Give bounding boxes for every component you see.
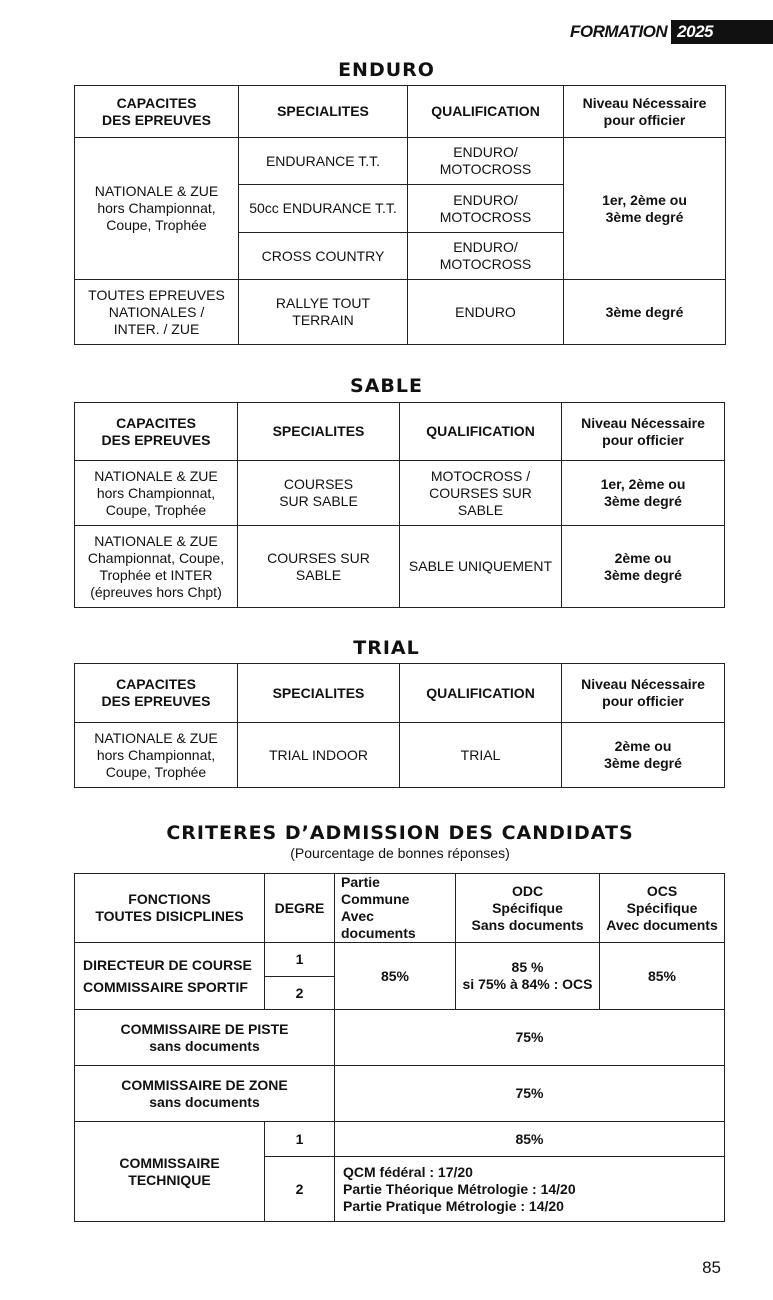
- table-cell-degre: 2: [265, 1157, 335, 1222]
- col-header-specialites: SPECIALITES: [239, 86, 408, 138]
- table-cell-qualification: ENDURO: [408, 280, 564, 345]
- col-header-capacites: CAPACITES DES EPREUVES: [75, 86, 239, 138]
- page-number: 85: [702, 1258, 721, 1277]
- enduro-table: [74, 85, 726, 345]
- sable-title: SABLE: [350, 375, 423, 397]
- table-cell-commune: 85%: [335, 943, 456, 1010]
- criteres-subtitle: (Pourcentage de bonnes réponses): [290, 845, 510, 861]
- table-cell-niveau: 1er, 2ème ou 3ème degré: [562, 461, 725, 526]
- table-cell-capacite: TOUTES EPREUVES NATIONALES / INTER. / ZUE: [75, 280, 239, 345]
- table-cell-niveau: 1er, 2ème ou 3ème degré: [564, 138, 726, 280]
- table-cell-qualification: TRIAL: [400, 723, 562, 788]
- col-header-niveau: Niveau Nécessaire pour officier: [562, 664, 725, 723]
- table-cell-capacite: NATIONALE & ZUE hors Championnat, Coupe, Trophée: [75, 723, 238, 788]
- table-cell-value: 75%: [335, 1066, 725, 1122]
- table-cell-degre: 1: [265, 943, 335, 977]
- table-cell-fonction: COMMISSAIRE DE ZONE sans documents: [75, 1066, 335, 1122]
- col-header-specialites: SPECIALITES: [238, 664, 400, 723]
- col-header-ocs: OCS Spécifique Avec documents: [600, 874, 725, 943]
- col-header-qualification: QUALIFICATION: [408, 86, 564, 138]
- table-cell-value: QCM fédéral : 17/20 Partie Théorique Métrologie : 14/20 Partie Pratique Métrologie : 14/20: [335, 1157, 725, 1222]
- trial-table: [74, 663, 725, 788]
- table-cell-capacite: NATIONALE & ZUE Championnat, Coupe, Trophée et INTER (épreuves hors Chpt): [75, 526, 238, 608]
- col-header-qualification: QUALIFICATION: [400, 664, 562, 723]
- table-cell-specialite: ENDURANCE T.T.: [239, 138, 408, 185]
- table-cell-degre: 1: [265, 1122, 335, 1157]
- table-cell-qualification: ENDURO/ MOTOCROSS: [408, 233, 564, 280]
- col-header-commune: Partie Commune Avec documents: [335, 874, 456, 943]
- table-cell-specialite: COURSES SUR SABLE: [238, 461, 400, 526]
- formation-label: FORMATION: [570, 22, 668, 41]
- table-cell-niveau: 2ème ou 3ème degré: [562, 723, 725, 788]
- sable-table: [74, 402, 725, 608]
- table-cell-value: 85%: [335, 1122, 725, 1157]
- table-cell-qualification: ENDURO/ MOTOCROSS: [408, 138, 564, 185]
- criteres-title: CRITERES D’ADMISSION DES CANDIDATS: [166, 822, 634, 844]
- col-header-niveau: Niveau Nécessaire pour officier: [562, 403, 725, 461]
- col-header-specialites: SPECIALITES: [238, 403, 400, 461]
- criteres-table: [74, 873, 725, 1222]
- col-header-degre: DEGRE: [265, 874, 335, 943]
- table-cell-niveau: 3ème degré: [564, 280, 726, 345]
- table-cell-odc: 85 % si 75% à 84% : OCS: [456, 943, 600, 1010]
- table-cell-value: 75%: [335, 1010, 725, 1066]
- table-cell-fonction: COMMISSAIRE TECHNIQUE: [75, 1122, 265, 1222]
- table-cell-specialite: RALLYE TOUT TERRAIN: [239, 280, 408, 345]
- table-cell-niveau: 2ème ou 3ème degré: [562, 526, 725, 608]
- table-cell-ocs: 85%: [600, 943, 725, 1010]
- enduro-title: ENDURO: [338, 59, 435, 81]
- col-header-qualification: QUALIFICATION: [400, 403, 562, 461]
- table-cell-qualification: ENDURO/ MOTOCROSS: [408, 185, 564, 233]
- col-header-capacites: CAPACITES DES EPREUVES: [75, 403, 238, 461]
- formation-header: [570, 20, 773, 44]
- col-header-odc: ODC Spécifique Sans documents: [456, 874, 600, 943]
- table-cell-specialite: CROSS COUNTRY: [239, 233, 408, 280]
- table-cell-specialite: 50cc ENDURANCE T.T.: [239, 185, 408, 233]
- table-cell-capacite: NATIONALE & ZUE hors Championnat, Coupe, Trophée: [75, 138, 239, 280]
- table-cell-fonction: COMMISSAIRE DE PISTE sans documents: [75, 1010, 335, 1066]
- table-cell-specialite: COURSES SUR SABLE: [238, 526, 400, 608]
- col-header-niveau: Niveau Nécessaire pour officier: [564, 86, 726, 138]
- table-cell-degre: 2: [265, 977, 335, 1010]
- trial-title: TRIAL: [353, 637, 420, 659]
- table-cell-qualification: MOTOCROSS / COURSES SUR SABLE: [400, 461, 562, 526]
- col-header-fonctions: FONCTIONS TOUTES DISICPLINES: [75, 874, 265, 943]
- table-cell-specialite: TRIAL INDOOR: [238, 723, 400, 788]
- table-cell-capacite: NATIONALE & ZUE hors Championnat, Coupe, Trophée: [75, 461, 238, 526]
- table-cell-fonction: DIRECTEUR DE COURSE COMMISSAIRE SPORTIF: [75, 943, 265, 1010]
- formation-year: 2025: [671, 20, 773, 44]
- table-cell-qualification: SABLE UNIQUEMENT: [400, 526, 562, 608]
- col-header-capacites: CAPACITES DES EPREUVES: [75, 664, 238, 723]
